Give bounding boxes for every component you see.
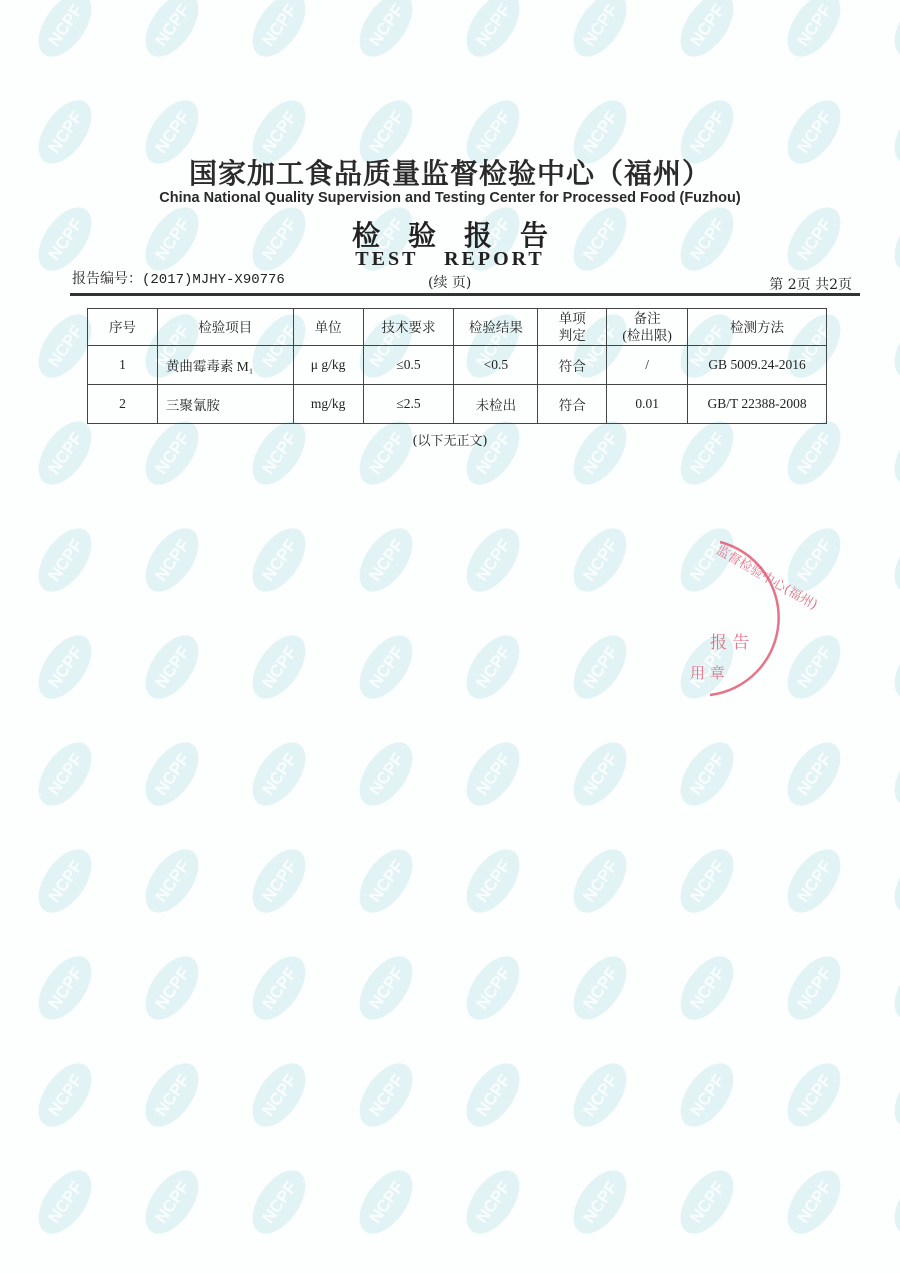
- report-title-en: TEST REPORT: [355, 248, 545, 270]
- header-requirement: 技术要求: [363, 309, 454, 346]
- header-item: 检验项目: [157, 309, 293, 346]
- cell-unit: μ g/kg: [293, 346, 363, 385]
- svg-text:监督检验中心(福州): 监督检验中心(福州): [713, 543, 820, 614]
- cell-result: <0.5: [454, 346, 538, 385]
- test-results-table: [87, 308, 827, 424]
- header-remark-label: 备注(检出限): [622, 311, 672, 343]
- cell-unit: mg/kg: [293, 385, 363, 424]
- cell-requirement: ≤2.5: [363, 385, 454, 424]
- end-of-content-note: (以下无正文): [412, 434, 488, 449]
- organization-name-en: China National Quality Supervision and Testing Center for Processed Food (Fuzhou): [159, 190, 741, 206]
- cell-method: GB/T 22388-2008: [688, 385, 827, 424]
- report-number-value: (2017)MJHY-X90776: [142, 272, 285, 288]
- table-header-row: [88, 309, 827, 346]
- header-unit: 单位: [293, 309, 363, 346]
- official-seal-stamp: [680, 530, 830, 700]
- page-info: 第 2页 共2页: [769, 277, 852, 293]
- cell-item: 黄曲霉毒素 M₁: [157, 346, 293, 385]
- header-method: 检测方法: [688, 309, 827, 346]
- table-row: [88, 385, 827, 424]
- report-number-label: 报告编号：: [72, 271, 142, 287]
- cell-verdict: 符合: [538, 385, 607, 424]
- header-result: 检验结果: [454, 309, 538, 346]
- cell-verdict: 符合: [538, 346, 607, 385]
- report-title-cn: 检验报告: [351, 219, 576, 252]
- report-number: [72, 268, 285, 288]
- svg-text:报 告: 报 告: [710, 633, 750, 653]
- cell-item: 三聚氰胺: [157, 385, 293, 424]
- cell-result: 未检出: [454, 385, 538, 424]
- organization-name-cn: 国家加工食品质量监督检验中心（福州）: [188, 157, 711, 190]
- header-verdict: [538, 309, 607, 346]
- table-row: [88, 346, 827, 385]
- cell-method: GB 5009.24-2016: [688, 346, 827, 385]
- header-remark: [607, 309, 688, 346]
- cell-no: 2: [88, 385, 158, 424]
- header-no: 序号: [88, 309, 158, 346]
- cell-remark: /: [607, 346, 688, 385]
- svg-text:用 章: 用 章: [690, 664, 725, 682]
- header-divider: [70, 293, 860, 296]
- header-verdict-label: 单项判定: [558, 311, 586, 343]
- continued-page-label: (续 页): [428, 275, 472, 291]
- cell-remark: 0.01: [607, 385, 688, 424]
- cell-requirement: ≤0.5: [363, 346, 454, 385]
- cell-no: 1: [88, 346, 158, 385]
